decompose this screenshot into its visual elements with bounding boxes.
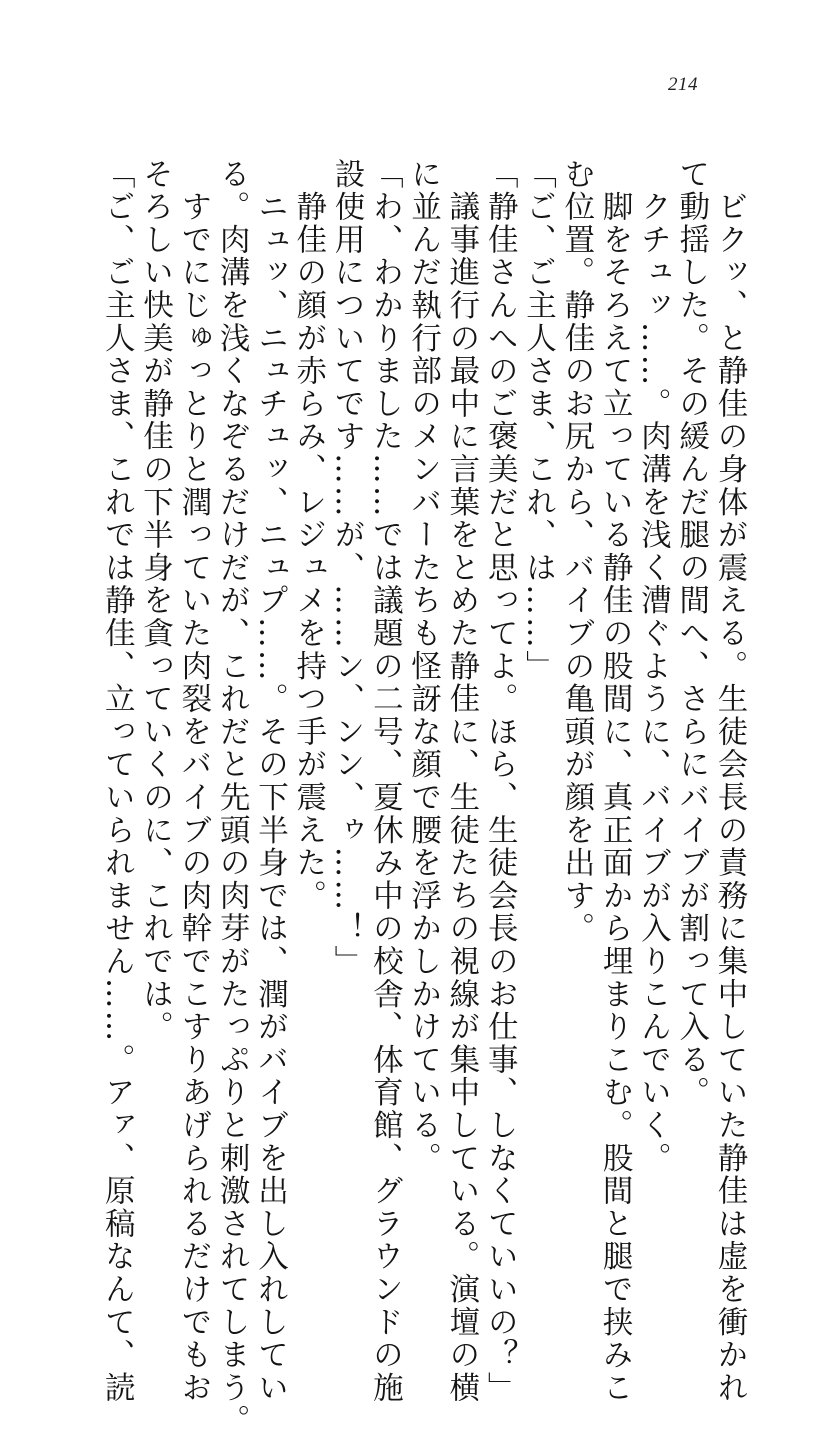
text-line: すでにじゅっとりと潤っていた肉裂をバイブの肉幹でこすりあげられるだけでもお	[175, 158, 211, 1405]
text-line: に並んだ執行部のメンバーたちも怪訝な顔で腰を浮かしかけている。	[405, 158, 441, 1175]
text-line: 設使用についてです……が、……ン、ンン、ゥ……！」	[329, 158, 365, 978]
page-number: 214	[668, 74, 698, 95]
text-line: て動揺した。その緩んだ腿の間へ、さらにバイブが割って入る。	[673, 158, 709, 1110]
text-line: ニュッ、ニュチュッ、ニュプ……。その下半身では、潤がバイブを出し入れしてい	[252, 158, 288, 1405]
text-line: 静佳の顔が赤らみ、レジュメを持つ手が震えた。	[290, 158, 326, 913]
text-line: 「わ、わかりました……では議題の二号、夏休み中の校舎、体育館、グラウンドの施	[367, 158, 403, 1405]
text-line: る。肉溝を浅くなぞるだけだが、これだと先頭の肉芽がたっぷりと刺激されてしまう。	[214, 158, 250, 1437]
text-line: 「静佳さんへのご褒美だと思ってよ。ほら、生徒会長のお仕事、しなくていいの？」	[482, 158, 518, 1405]
text-line: 脚をそろえて立っている静佳の股間に、真正面から埋まりこむ。股間と腿で挟みこ	[597, 158, 633, 1405]
text-line: 「ご、ご主人さま、これでは静佳、立っていられません……。アァ、原稿なんて、読	[99, 158, 135, 1405]
text-line: クチュッ……。肉溝を浅く漕ぐように、バイブが入りこんでいく。	[635, 158, 671, 1175]
text-line: そろしい快美が静佳の下半身を貪っていくのに、これでは。	[137, 158, 173, 1044]
text-line: ビクッ、と静佳の身体が震える。生徒会長の責務に集中していた静佳は虚を衝かれ	[712, 158, 747, 1405]
text-line: 議事進行の最中に言葉をとめた静佳に、生徒たちの視線が集中している。演壇の横	[443, 158, 479, 1405]
text-line: む位置。静佳のお尻から、バイブの亀頭が顔を出す。	[558, 158, 594, 946]
body-text	[68, 158, 748, 1437]
text-line: 「ご、ご主人さま、これ、は……」	[520, 158, 556, 683]
